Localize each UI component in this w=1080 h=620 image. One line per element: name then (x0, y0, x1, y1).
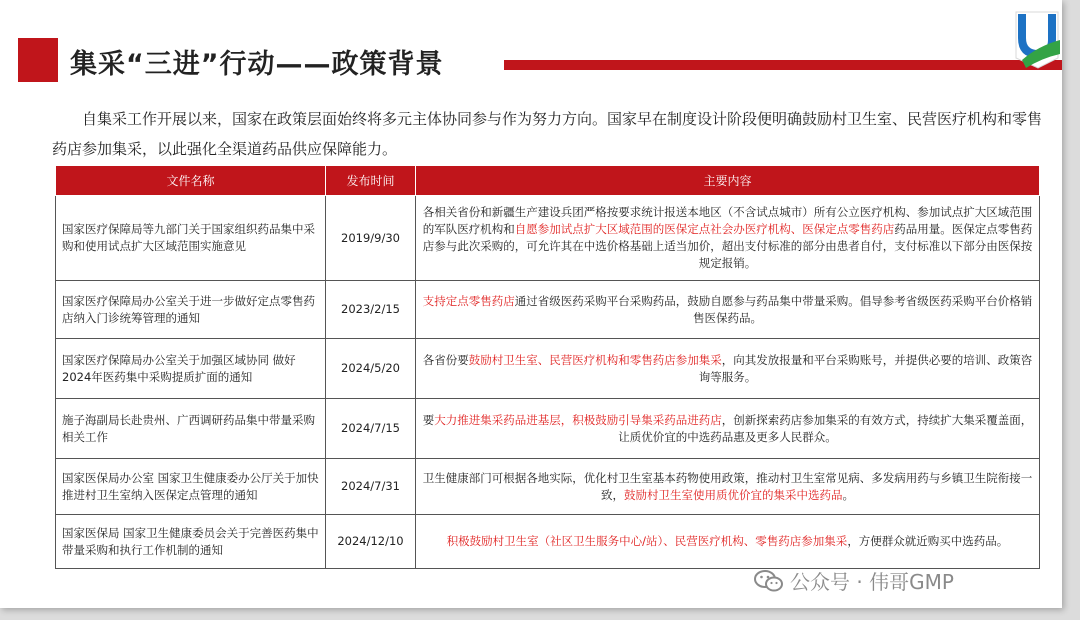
document-name: 国家医保局办公室 国家卫生健康委办公厅关于加快推进村卫生室纳入医保定点管理的通知 (56, 459, 326, 515)
main-content: 积极鼓励村卫生室（社区卫生服务中心/站）、民营医疗机构、零售药店参加集采，方便群众就近购买中选药品。 (416, 515, 1040, 569)
watermark-text: 公众号 · 伟哥GMP (790, 570, 954, 594)
policy-table (55, 165, 1040, 569)
document-name: 国家医疗保障局办公室关于进一步做好定点零售药店纳入门诊统筹管理的通知 (56, 281, 326, 339)
document-name: 施子海副局长赴贵州、广西调研药品集中带量采购相关工作 (56, 399, 326, 459)
table-row (56, 399, 1040, 459)
table-row (56, 339, 1040, 399)
document-name: 国家医保局 国家卫生健康委员会关于完善医药集中带量采购和执行工作机制的通知 (56, 515, 326, 569)
publish-date: 2023/2/15 (326, 281, 416, 339)
table-row (56, 515, 1040, 569)
header-file-name: 文件名称 (56, 166, 326, 196)
publish-date: 2024/7/31 (326, 459, 416, 515)
publish-date: 2019/9/30 (326, 196, 416, 281)
document-name: 国家医疗保障局办公室关于加强区域协同 做好2024年医药集中采购提质扩面的通知 (56, 339, 326, 399)
publish-date: 2024/7/15 (326, 399, 416, 459)
table-row (56, 196, 1040, 281)
main-content: 支持定点零售药店通过省级医药采购平台采购药品，鼓励自愿参与药品集中带量采购。倡导参考省级医药采购平台价格销售医保药品。 (416, 281, 1040, 339)
wechat-watermark (754, 566, 954, 595)
document-name: 国家医疗保障局等九部门关于国家组织药品集中采购和使用试点扩大区域范围实施意见 (56, 196, 326, 281)
main-content: 各省份要鼓励村卫生室、民营医疗机构和零售药店参加集采，向其发放报量和平台采购账号，并提供必要的培训、政策咨询等服务。 (416, 339, 1040, 399)
title-underline-bar (504, 60, 1062, 70)
brand-logo-icon (1012, 10, 1062, 72)
publish-date: 2024/12/10 (326, 515, 416, 569)
table-row (56, 459, 1040, 515)
wechat-icon (754, 569, 784, 593)
publish-date: 2024/5/20 (326, 339, 416, 399)
table-header-row (56, 166, 1040, 196)
page-title: 集采“三进”行动——政策背景 (70, 49, 444, 80)
title-accent-block (18, 38, 58, 82)
main-content: 各相关省份和新疆生产建设兵团严格按要求统计报送本地区（不含试点城市）所有公立医疗机构、参加试点扩大区域范围的军队医疗机构和自愿参加试点扩大区域范围的医保定点社会办医疗机构、医保定点零售药店药品用量。医保定点零售药店参与此次采购的，可允许其在中选价格基础上适当加价，超出支付标准的部分由患者自付，支付标准以下部分由医保按规定报销。 (416, 196, 1040, 281)
header-main-content: 主要内容 (416, 166, 1040, 196)
header-publish-date: 发布时间 (326, 166, 416, 196)
table-row (56, 281, 1040, 339)
intro-paragraph: 自集采工作开展以来，国家在政策层面始终将多元主体协同参与作为努力方向。国家早在制度设计阶段便明确鼓励村卫生室、民营医疗机构和零售药店参加集采，以此强化全渠道药品供应保障能力。 (52, 110, 1043, 158)
main-content: 卫生健康部门可根据各地实际，优化村卫生室基本药物使用政策，推动村卫生室常见病、多发病用药与乡镇卫生院衔接一致，鼓励村卫生室使用质优价宜的集采中选药品。 (416, 459, 1040, 515)
main-content: 要大力推进集采药品进基层，积极鼓励引导集采药品进药店，创新探索药店参加集采的有效方式，持续扩大集采覆盖面，让质优价宜的中选药品惠及更多人民群众。 (416, 399, 1040, 459)
